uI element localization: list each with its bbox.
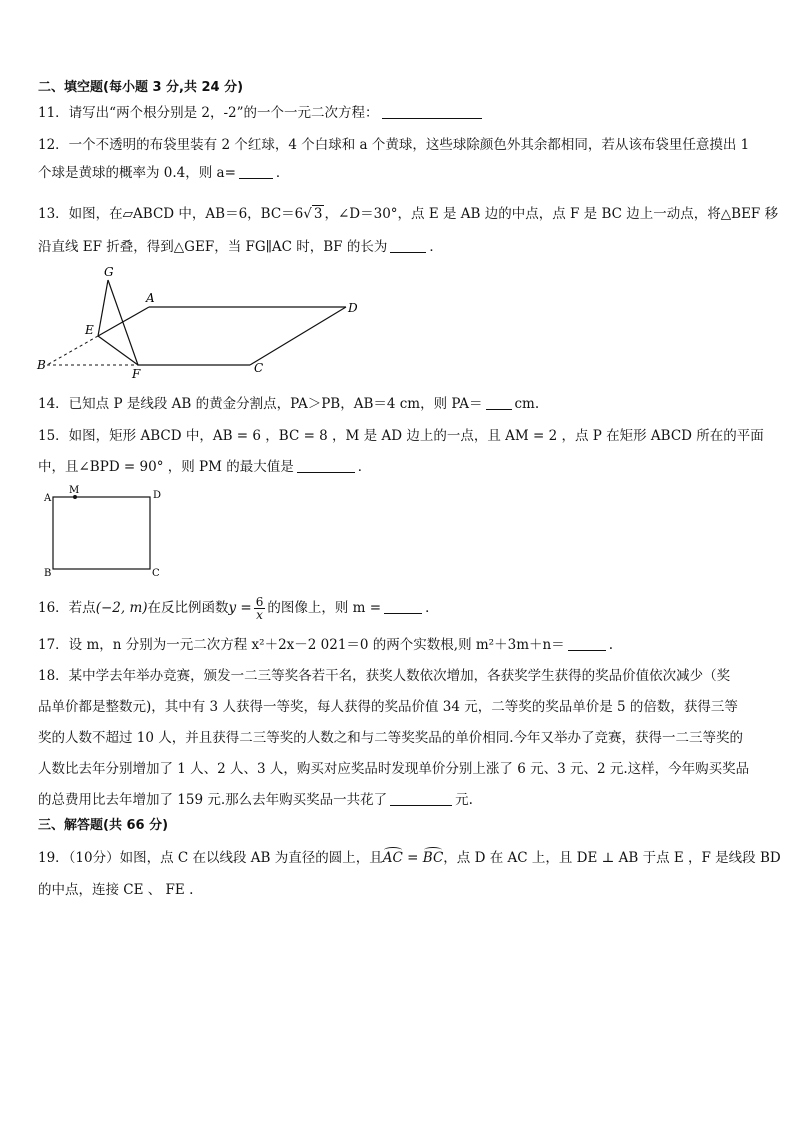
question-18-line-2: 品单价都是整数元)，其中有 3 人获得一等奖，每人获得的奖品价值 34 元，二等奖的奖品单价是 5 的倍数，获得三等 [38, 699, 738, 715]
answer-blank-13[interactable] [390, 239, 426, 253]
question-16-text-b: 在反比例函数 [147, 600, 229, 616]
rect-label-A: A [44, 493, 52, 504]
parallelogram-figure [30, 262, 370, 382]
segment-EF [98, 336, 138, 365]
rect-label-B: B [44, 568, 52, 579]
answer-blank-16[interactable] [384, 600, 422, 614]
question-14 [38, 395, 764, 413]
question-16-text-a: 16．若点 [38, 600, 96, 616]
rect-label-D: D [153, 490, 162, 501]
question-13-text-b: ，∠D＝30°，点 E 是 AB 边的中点，点 F 是 BC 边上一动点，将△BEF 移 [324, 206, 779, 222]
label-F: F [132, 367, 141, 381]
fraction-denominator: x [256, 608, 263, 622]
question-12-end: ． [275, 165, 290, 181]
segment-GE [98, 280, 108, 336]
question-18-line-5 [38, 791, 764, 809]
question-16-point: (−2, m) [95, 600, 148, 616]
question-13-end: ． [429, 239, 443, 255]
question-16 [38, 596, 764, 621]
fraction-6-over-x [254, 596, 266, 621]
function-lhs: y = [228, 600, 252, 616]
answer-blank-11[interactable] [382, 105, 482, 119]
label-G: G [104, 265, 114, 279]
question-13-line-1 [38, 205, 779, 223]
label-B: B [37, 358, 46, 372]
arc-AC: AC [382, 850, 403, 866]
question-12-text: 个球是黄球的概率为 0.4，则 a= [38, 165, 236, 181]
question-18-line-3: 奖的人数不超过 10 人，并且获得二三等奖的人数之和与二等奖奖品的单价相同.今年又举办了竞赛，获得一二三等奖的 [38, 730, 744, 746]
question-19-line-1 [38, 849, 781, 867]
question-18-text: 的总费用比去年增加了 159 元.那么去年购买奖品一共花了 [38, 792, 388, 808]
segment-EB-dashed [47, 336, 98, 365]
question-11 [38, 104, 764, 122]
question-13-text-a: 13．如图，在▱ABCD 中，AB＝6，BC＝6 [38, 206, 304, 222]
question-13-line-2 [38, 238, 764, 256]
answer-blank-15[interactable] [297, 459, 355, 473]
question-15-line-2 [38, 458, 764, 476]
rectangle-figure [38, 484, 168, 579]
rectangle-ABCD [53, 497, 150, 569]
question-15-end: ． [357, 459, 372, 475]
rect-label-M: M [69, 485, 80, 496]
answer-blank-14[interactable] [486, 396, 512, 410]
fraction-numerator: 6 [255, 595, 264, 609]
question-18-line-1: 18．某中学去年举办竞赛，颁发一二三等奖各若干名，获奖人数依次增加，各获奖学生获得的奖品价值依次减少（奖 [38, 668, 731, 684]
question-19-line-2: 的中点，连接 CE 、 FE . [38, 882, 194, 898]
question-12-line-2 [38, 164, 764, 182]
question-13-text-c: 沿直线 EF 折叠，得到△GEF，当 FG∥AC 时，BF 的长为 [38, 239, 388, 255]
question-18-line-4: 人数比去年分别增加了 1 人、2 人、3 人，购买对应奖品时发现单价分别上涨了 6 元、3 元、2 元.这样，今年购买奖品 [38, 761, 750, 777]
question-17-end: . [608, 637, 613, 653]
segment-GF [108, 280, 138, 365]
arc-BC: BC [422, 850, 444, 866]
question-17-text: 17．设 m，n 分别为一元二次方程 x²＋2x－2 021＝0 的两个实数根,则 m²＋3m＋n＝ [38, 637, 565, 653]
section-title-answer: 三、解答题(共 66 分) [38, 818, 169, 833]
answer-blank-17[interactable] [568, 637, 606, 651]
label-E: E [85, 323, 94, 337]
question-18-end: 元. [455, 792, 473, 808]
segment-AE [98, 307, 149, 336]
question-14-unit: cm. [514, 396, 540, 412]
question-16-end: ． [425, 600, 439, 616]
question-15-line-1: 15．如图，矩形 ABCD 中，AB = 6 ，BC = 8 ，M 是 AD 边上的一点，且 AM = 2 ，点 P 在矩形 ABCD 所在的平面 [38, 428, 764, 444]
answer-blank-12[interactable] [239, 165, 273, 179]
question-17 [38, 636, 764, 654]
rect-label-C: C [152, 568, 160, 579]
label-D: D [348, 301, 358, 315]
question-16-text-c: 的图像上，则 m = [267, 600, 382, 616]
question-14-text: 14．已知点 P 是线段 AB 的黄金分割点，PA＞PB，AB＝4 cm，则 PA＝ [38, 396, 483, 412]
question-12-line-1: 12．一个不透明的布袋里装有 2 个红球，4 个白球和 a 个黄球，这些球除颜色外其余都相同，若从该布袋里任意摸出 1 [38, 137, 750, 153]
question-11-text: 11．请写出“两个根分别是 2，-2”的一个一元二次方程： [38, 105, 379, 121]
answer-blank-18[interactable] [390, 792, 452, 806]
question-15-text: 中，且∠BPD = 90° ，则 PM 的最大值是 [38, 459, 294, 475]
arc-equal-sign: = [402, 850, 423, 866]
label-A: A [146, 291, 155, 305]
question-19-text-a: 19．（10分）如图，点 C 在以线段 AB 为直径的圆上，且 [38, 850, 383, 866]
label-C: C [254, 361, 264, 375]
section-title-fill-in: 二、填空题(每小题 3 分,共 24 分) [38, 80, 244, 95]
sqrt-radicand: 3 [313, 206, 323, 222]
sqrt-symbol: √ 3 [303, 206, 323, 222]
segment-DC [250, 307, 346, 365]
question-19-text-b: ，点 D 在 AC 上，且 DE ⊥ AB 于点 E ，F 是线段 BD [443, 850, 781, 866]
